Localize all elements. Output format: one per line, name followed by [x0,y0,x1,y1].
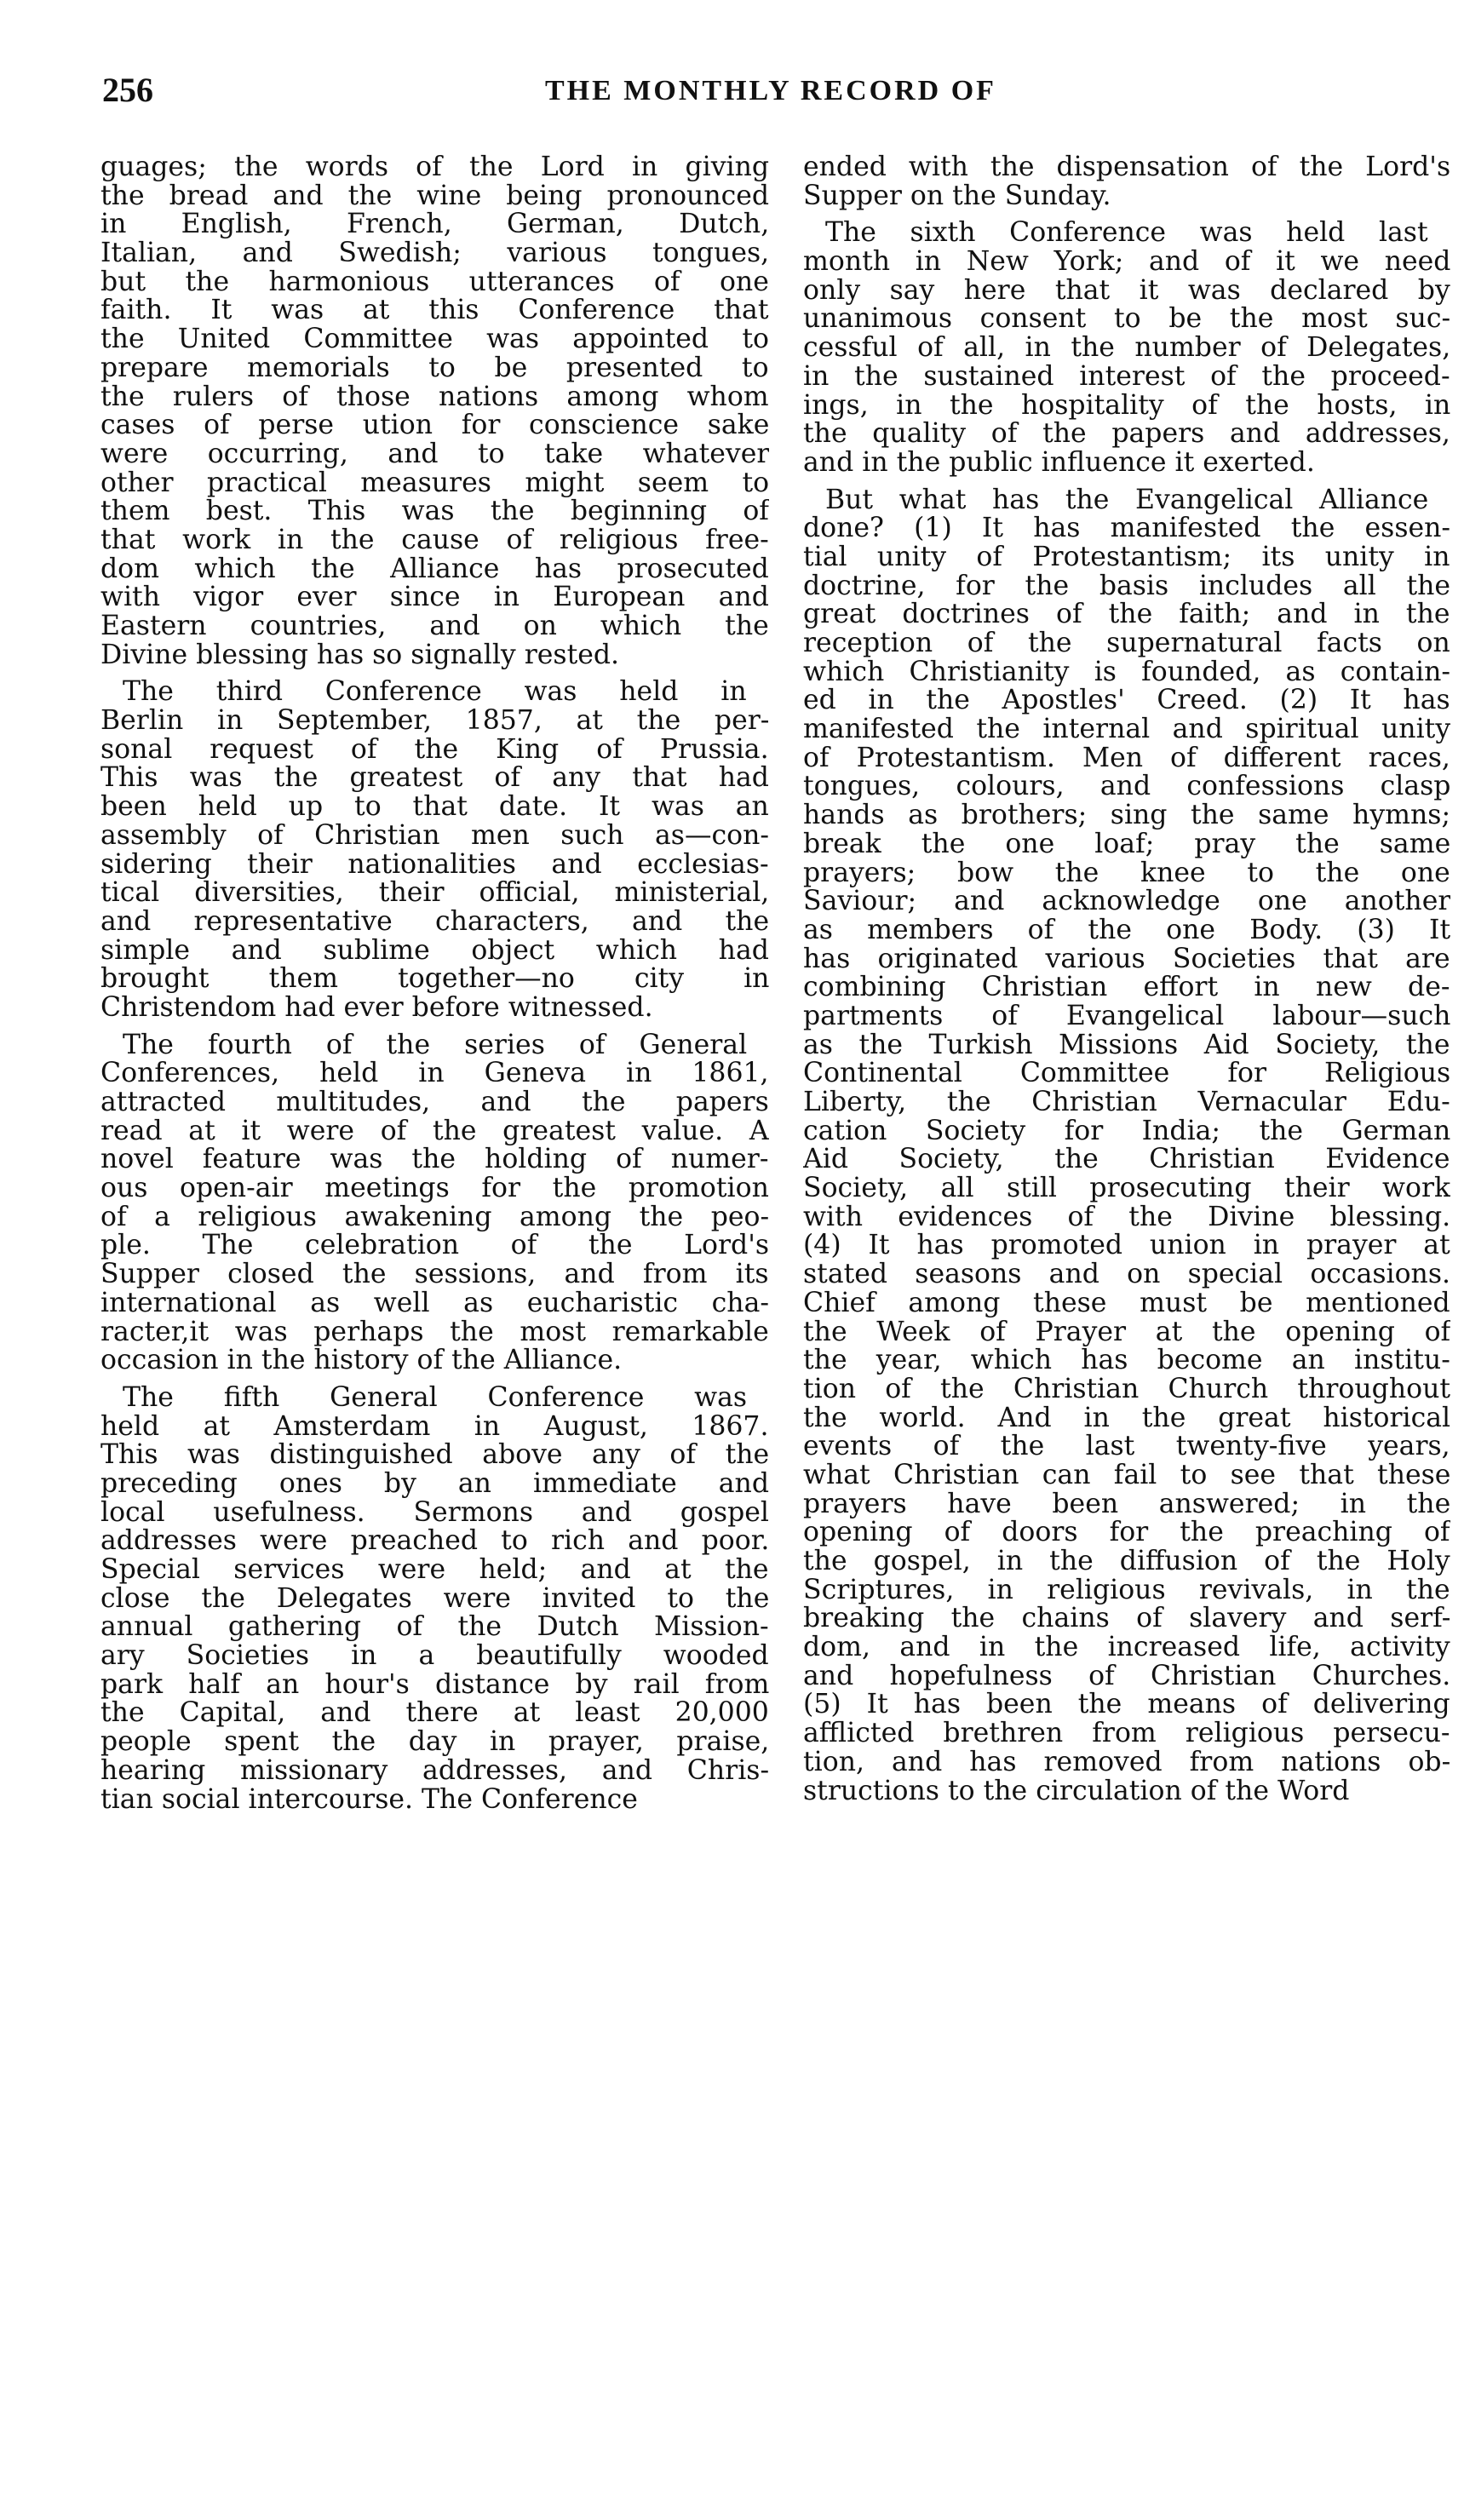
text-line: tion, and has removed from nations ob- [803,1748,1450,1777]
text-line: in English, French, German, Dutch, [100,210,769,240]
text-line: This was distinguished above any of the [100,1441,769,1470]
text-line: month in New York; and of it we need [803,248,1450,277]
right-column [803,153,1450,2487]
text-line: Continental Committee for Religious [803,1059,1450,1088]
text-line: and in the public influence it exerted. [803,448,1315,478]
text-line: read at it were of the greatest value. A [100,1116,769,1146]
text-line: preceding ones by an immediate and [100,1469,769,1499]
text-line: breaking the chains of slavery and serf- [803,1604,1450,1634]
text-line: great doctrines of the faith; and in the [803,600,1450,629]
text-line: hands as brothers; sing the same hymns; [803,801,1450,830]
text-line: and representative characters, and the [100,907,769,937]
text-line: as members of the one Body. (3) It [803,916,1450,945]
text-line: but the harmonious utterances of one [100,267,769,297]
paragraph [100,1384,769,1814]
text-line: which Christianity is founded, as contain- [803,657,1450,687]
text-line: dom, and in the increased life, activity [803,1633,1450,1662]
text-line: annual gathering of the Dutch Mission- [100,1613,769,1643]
text-line: with evidences of the Divine blessing. [803,1203,1450,1232]
page-header [102,70,1431,112]
text-line: faith. It was at this Conference that [100,296,769,326]
text-line: international as well as eucharistic cha- [100,1289,769,1318]
text-line: But what has the Evangelical Alliance [825,485,1429,515]
text-line: afflicted brethren from religious persecu- [803,1719,1450,1748]
text-line: The third Conference was held in [123,678,747,708]
text-line: other practical measures might seem to [100,468,769,498]
text-line: the rulers of those nations among whom [100,382,769,412]
text-line: events of the last twenty-five years, [803,1432,1450,1461]
text-line: tion of the Christian Church throughout [803,1375,1450,1404]
text-line: guages; the words of the Lord in giving [100,153,769,182]
text-line: The sixth Conference was held last [825,219,1428,249]
text-line: combining Christian effort in new de- [803,973,1450,1002]
text-line: in the sustained interest of the proceed- [803,362,1450,392]
text-line: Eastern countries, and on which the [100,612,769,641]
text-line: tical diversities, their official, ministerial, [100,879,769,908]
text-line: (4) It has promoted union in prayer at [803,1231,1450,1261]
paragraph [803,219,1450,477]
text-line: the Capital, and there at least 20,000 [100,1699,769,1729]
text-line: the United Committee was appointed to [100,325,769,354]
text-line: tial unity of Protestantism; its unity in [803,542,1450,572]
text-line: and hopefulness of Christian Churches. [803,1662,1450,1691]
text-line: Supper closed the sessions, and from its [100,1260,769,1289]
text-line: Divine blessing has so signally rested. [100,640,620,670]
text-line: ed in the Apostles' Creed. (2) It has [803,686,1450,716]
text-line: sonal request of the King of Prussia. [100,735,769,765]
text-line: racter,it was perhaps the most remarkable [100,1317,769,1347]
text-line: of a religious awakening among the peo- [100,1203,769,1232]
text-line: the bread and the wine being pronounced [100,181,769,211]
text-line: stated seasons and on special occasions. [803,1260,1450,1289]
text-line: manifested the internal and spiritual unity [803,715,1450,744]
text-line: brought them together—no city in [100,965,769,994]
text-line: ous open-air meetings for the promotion [100,1174,769,1203]
paragraph [100,153,769,669]
text-line: doctrine, for the basis includes all the [803,571,1450,601]
text-line: Saviour; and acknowledge one another [803,887,1450,916]
text-line: tongues, colours, and confessions clasp [803,772,1450,802]
text-line: the quality of the papers and addresses, [803,420,1450,449]
text-line: park half an hour's distance by rail from [100,1670,769,1700]
text-line: The fourth of the series of General [123,1030,748,1060]
text-line: only say here that it was declared by [803,276,1450,306]
text-line: simple and sublime object which had [100,936,769,966]
text-line: that work in the cause of religious free- [100,525,769,555]
text-line: people spent the day in prayer, praise, [100,1728,769,1757]
text-line: what Christian can fail to see that these [803,1461,1450,1490]
text-line: been held up to that date. It was an [100,793,769,822]
text-line: ings, in the hospitality of the hosts, in [803,391,1450,421]
text-line: This was the greatest of any that had [100,764,769,794]
text-line: of Protestantism. Men of different races, [803,743,1450,773]
text-line: cation Society for India; the German [803,1116,1450,1146]
paragraph [803,153,1450,210]
text-line: Aid Society, the Christian Evidence [803,1145,1450,1175]
text-line: partments of Evangelical labour—such [803,1002,1450,1031]
text-line: Conferences, held in Geneva in 1861, [100,1059,769,1088]
text-line: the world. And in the great historical [803,1404,1450,1433]
text-line: local usefulness. Sermons and gospel [100,1498,769,1528]
text-line: attracted multitudes, and the papers [100,1088,769,1117]
text-line: ary Societies in a beautifully wooded [100,1642,769,1671]
page-number: 256 [102,71,153,109]
text-line: hearing missionary addresses, and Chris- [100,1756,769,1786]
text-line: sidering their nationalities and ecclesias- [100,850,769,880]
text-line: The fifth General Conference was [123,1383,748,1413]
text-line: tian social intercourse. The Conference [100,1785,638,1815]
text-line: prayers; bow the knee to the one [803,858,1450,888]
running-head: THE MONTHLY RECORD OF [545,75,996,106]
text-line: addresses were preached to rich and poor. [100,1527,769,1556]
text-line: dom which the Alliance has prosecuted [100,554,769,584]
text-line: held at Amsterdam in August, 1867. [100,1412,769,1442]
text-line: Italian, and Swedish; various tongues, [100,239,769,268]
text-line: cases of perse ution for conscience sake [100,411,769,440]
text-line: break the one loaf; pray the same [803,829,1450,859]
text-line: Society, all still prosecuting their work [803,1174,1450,1203]
text-line: occasion in the history of the Alliance. [100,1346,623,1375]
text-line: prepare memorials to be presented to [100,353,769,383]
text-line: (5) It has been the means of delivering [803,1691,1450,1720]
text-line: were occurring, and to take whatever [100,439,769,469]
text-line: structions to the circulation of the Word [803,1777,1350,1806]
text-line: with vigor ever since in European and [100,583,769,612]
text-line: Supper on the Sunday. [803,181,1111,211]
text-line: has originated various Societies that are [803,944,1450,974]
text-line: the year, which has become an institu- [803,1346,1450,1375]
text-line: close the Delegates were invited to the [100,1584,769,1614]
text-line: them best. This was the beginning of [100,497,769,526]
paragraph [100,1031,769,1375]
text-line: Special services were held; and at the [100,1556,769,1585]
text-line: reception of the supernatural facts on [803,629,1450,658]
text-line: done? (1) It has manifested the essen- [803,514,1450,543]
text-line: opening of doors for the preaching of [803,1518,1450,1547]
text-line: Christendom had ever before witnessed. [100,993,653,1023]
text-line: prayers have been answered; in the [803,1490,1450,1519]
text-line: as the Turkish Missions Aid Society, the [803,1030,1450,1060]
text-line: unanimous consent to be the most suc- [803,305,1450,335]
text-line: ended with the dispensation of the Lord's [803,153,1450,182]
text-line: Scriptures, in religious revivals, in the [803,1576,1450,1605]
text-line: novel feature was the holding of numer- [100,1145,769,1175]
text-line: Berlin in September, 1857, at the per- [100,707,769,736]
text-line: ple. The celebration of the Lord's [100,1231,769,1261]
text-line: the Week of Prayer at the opening of [803,1317,1450,1347]
text-line: Chief among these must be mentioned [803,1289,1450,1318]
text-line: assembly of Christian men such as—con- [100,821,769,851]
left-column [100,153,769,2487]
text-line: the gospel, in the diffusion of the Holy [803,1547,1450,1576]
text-line: cessful of all, in the number of Delegates, [803,334,1450,363]
paragraph [100,678,769,1022]
text-line: Liberty, the Christian Vernacular Edu- [803,1088,1450,1117]
paragraph [803,486,1450,1806]
